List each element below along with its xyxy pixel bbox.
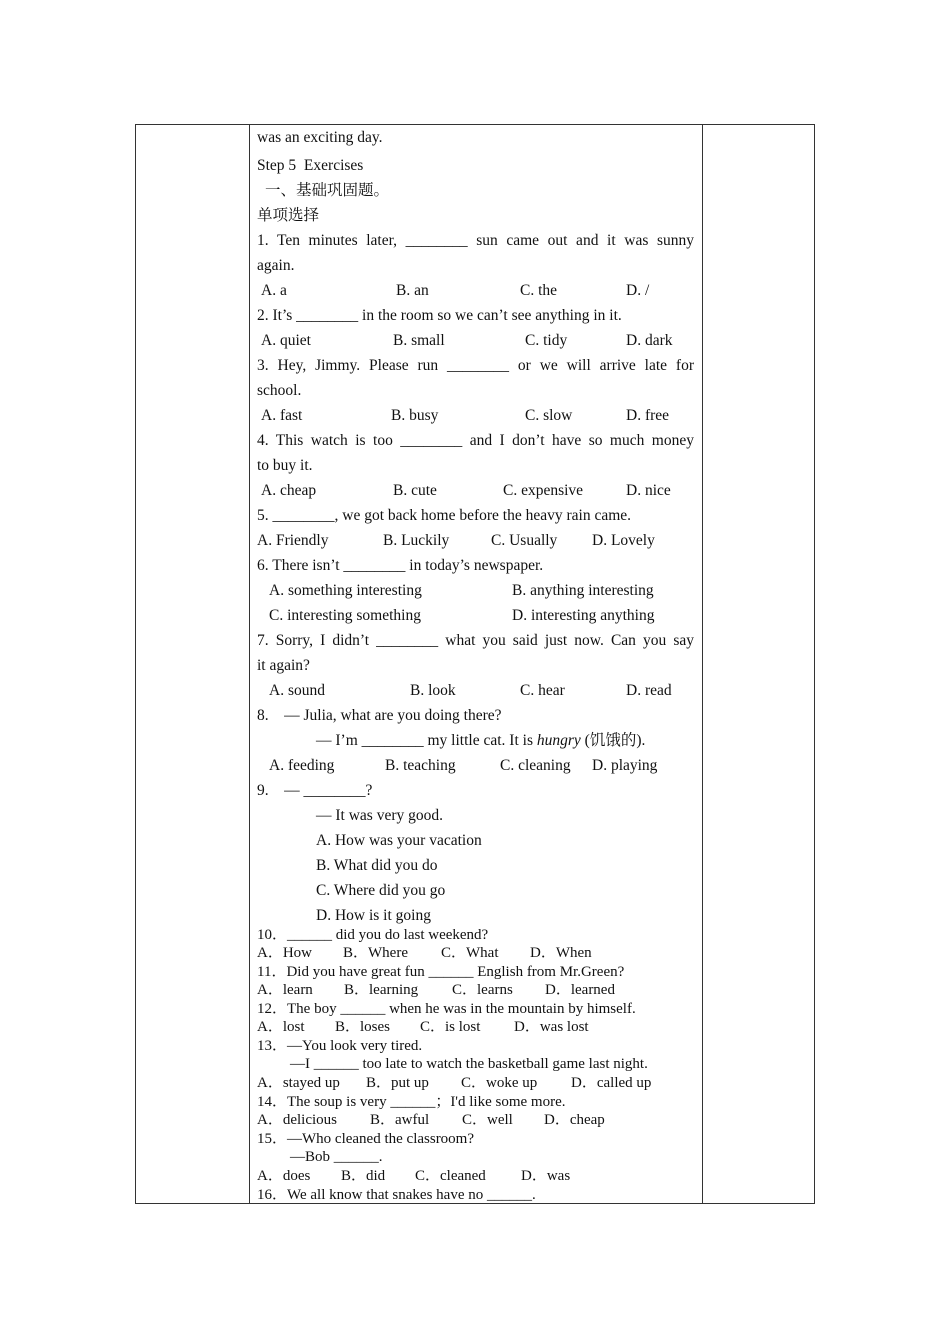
q3-option-a[interactable]: A. fast — [261, 407, 303, 424]
q1-option-a[interactable]: A. a — [261, 282, 287, 299]
q8-reply — [316, 731, 694, 751]
q8-option-a[interactable]: A. feeding — [269, 757, 335, 774]
exercise-content — [257, 126, 694, 1204]
q11-option-a[interactable]: A．learn — [257, 982, 313, 998]
q5-option-b[interactable]: B. Luckily — [383, 532, 450, 549]
q8-option-d[interactable]: D. playing — [592, 757, 658, 774]
section-heading: 一、基础巩固题。 — [265, 182, 390, 199]
q2-option-a[interactable]: A. quiet — [261, 332, 311, 349]
q3-option-d[interactable]: D. free — [626, 407, 670, 424]
q4-option-d[interactable]: D. nice — [626, 482, 671, 499]
q10-option-c[interactable]: C．What — [441, 945, 499, 961]
q12-option-a[interactable]: A．lost — [257, 1019, 305, 1035]
q15-stem: 15．—Who cleaned the classroom? — [257, 1131, 475, 1147]
q8-reply-italic: hungry — [536, 732, 581, 749]
q15-option-b[interactable]: B．did — [341, 1168, 386, 1184]
q6-option-d[interactable]: D. interesting anything — [512, 607, 655, 624]
q7-option-b[interactable]: B. look — [410, 682, 456, 699]
q14-option-a[interactable]: A．delicious — [257, 1112, 337, 1128]
q1-option-c[interactable]: C. the — [520, 282, 558, 299]
q14-option-b[interactable]: B．awful — [370, 1112, 430, 1128]
column-divider-right — [702, 125, 703, 1203]
q6-option-b[interactable]: B. anything interesting — [512, 582, 654, 599]
q13-reply: —I ______ too late to watch the basketball game last night. — [290, 1056, 648, 1072]
q9-option-b[interactable]: B. What did you do — [316, 857, 438, 874]
q6-option-a[interactable]: A. something interesting — [269, 582, 422, 599]
q13-stem: 13．—You look very tired. — [257, 1038, 423, 1054]
intro-line: was an exciting day. — [257, 129, 383, 146]
q1-option-d[interactable]: D. / — [626, 282, 650, 299]
q15-option-a[interactable]: A．does — [257, 1168, 311, 1184]
q13-option-b[interactable]: B．put up — [366, 1075, 429, 1091]
q9-option-a[interactable]: A. How was your vacation — [316, 832, 482, 849]
q5-option-d[interactable]: D. Lovely — [592, 532, 655, 549]
q7-option-a[interactable]: A. sound — [269, 682, 325, 699]
q3-stem-cont: school. — [257, 382, 302, 399]
q12-option-d[interactable]: D．was lost — [514, 1019, 589, 1035]
q11-option-b[interactable]: B．learning — [344, 982, 419, 998]
q4-option-b[interactable]: B. cute — [393, 482, 437, 499]
q14-stem: 14．The soup is very ______；I'd like some more. — [257, 1094, 566, 1110]
q5-stem: 5. ________, we got back home before the heavy rain came. — [257, 507, 632, 524]
q10-option-a[interactable]: A．How — [257, 945, 312, 961]
step-title: Step 5 Exercises — [257, 157, 364, 174]
q16-stem: 16．We all know that snakes have no ______. — [257, 1187, 536, 1203]
q8-reply-gloss: (饥饿的). — [580, 732, 646, 749]
q3-option-b[interactable]: B. busy — [391, 407, 439, 424]
q4-option-a[interactable]: A. cheap — [261, 482, 317, 499]
column-divider-left — [249, 125, 250, 1203]
q3-option-c[interactable]: C. slow — [525, 407, 573, 424]
q6-stem: 6. There isn’t ________ in today’s newspaper. — [257, 557, 544, 574]
q11-stem: 11．Did you have great fun ______ English from Mr.Green? — [257, 964, 625, 980]
q2-option-d[interactable]: D. dark — [626, 332, 673, 349]
q2-stem: 2. It’s ________ in the room so we can’t see anything in it. — [257, 307, 622, 324]
q10-option-d[interactable]: D．When — [530, 945, 592, 961]
q8-stem: 8. — Julia, what are you doing there? — [257, 707, 502, 724]
q12-option-b[interactable]: B．loses — [335, 1019, 391, 1035]
q9-stem: 9. — ________? — [257, 782, 373, 799]
q10-stem: 10．______ did you do last weekend? — [257, 927, 489, 943]
q13-option-c[interactable]: C．woke up — [461, 1075, 538, 1091]
q8-option-c[interactable]: C. cleaning — [500, 757, 571, 774]
q8-option-b[interactable]: B. teaching — [385, 757, 456, 774]
q13-option-a[interactable]: A．stayed up — [257, 1075, 340, 1091]
q7-stem: 7. Sorry, I didn’t ________ what you said just now. Can you say — [257, 632, 694, 649]
q5-option-a[interactable]: A. Friendly — [257, 532, 329, 549]
q9-option-d[interactable]: D. How is it going — [316, 907, 431, 924]
q13-option-d[interactable]: D．called up — [571, 1075, 652, 1091]
q4-option-c[interactable]: C. expensive — [503, 482, 584, 499]
q11-option-c[interactable]: C．learns — [452, 982, 513, 998]
q7-stem-cont: it again? — [257, 657, 310, 674]
q12-option-c[interactable]: C．is lost — [420, 1019, 481, 1035]
q3-stem: 3. Hey, Jimmy. Please run ________ or we will arrive late for — [257, 357, 694, 374]
q9-reply: — It was very good. — [316, 807, 443, 824]
q11-option-d[interactable]: D．learned — [545, 982, 615, 998]
q12-stem: 12．The boy ______ when he was in the mountain by himself. — [257, 1001, 636, 1017]
q9-option-c[interactable]: C. Where did you go — [316, 882, 446, 899]
q4-stem-cont: to buy it. — [257, 457, 313, 474]
q1-option-b[interactable]: B. an — [396, 282, 429, 299]
q2-option-c[interactable]: C. tidy — [525, 332, 568, 349]
q14-option-d[interactable]: D．cheap — [544, 1112, 605, 1128]
q7-option-c[interactable]: C. hear — [520, 682, 565, 699]
q15-option-c[interactable]: C．cleaned — [415, 1168, 486, 1184]
q6-option-c[interactable]: C. interesting something — [269, 607, 421, 624]
q4-stem: 4. This watch is too ________ and I don’t have so much money — [257, 432, 694, 449]
q8-reply-text: — I’m ________ my little cat. It is — [316, 732, 537, 749]
q1-stem-cont: again. — [257, 257, 295, 274]
q1-stem: 1. Ten minutes later, ________ sun came out and it was sunny — [257, 232, 694, 249]
q2-option-b[interactable]: B. small — [393, 332, 445, 349]
q7-option-d[interactable]: D. read — [626, 682, 672, 699]
q15-reply: —Bob ______. — [290, 1149, 383, 1165]
q10-option-b[interactable]: B．Where — [343, 945, 408, 961]
subheading: 单项选择 — [257, 207, 320, 224]
q15-option-d[interactable]: D．was — [521, 1168, 571, 1184]
q14-option-c[interactable]: C．well — [462, 1112, 513, 1128]
q5-option-c[interactable]: C. Usually — [491, 532, 558, 549]
